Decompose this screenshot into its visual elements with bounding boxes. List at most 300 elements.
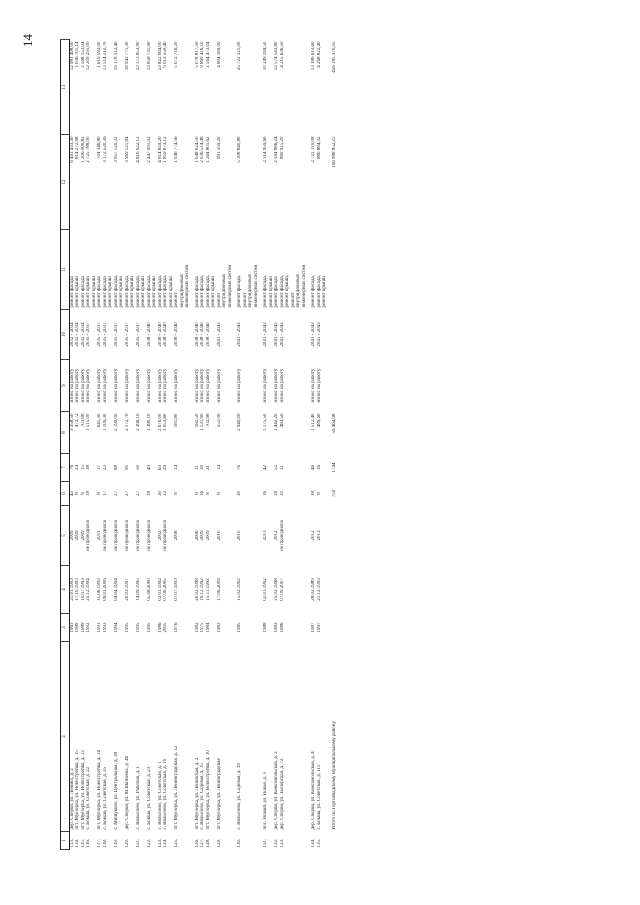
table-cell: 16 <box>200 491 205 496</box>
table-cell: 2008 <box>174 530 179 541</box>
table-cell: пгт. Муезерка, ул. Новостройка, д. 12 <box>80 750 86 830</box>
table-cell: ремонт крыши <box>141 276 146 308</box>
table-cell: 07.06.2005 <box>163 578 168 601</box>
table-cell: 124. <box>163 838 168 848</box>
table-cell: 121. <box>135 838 141 848</box>
table-cell: 25.12.1994 <box>86 578 91 601</box>
table-cell: 11 <box>279 465 285 470</box>
table-cell: 1986 <box>279 622 285 633</box>
table-cell: 1984 <box>205 622 211 633</box>
table-cell <box>332 310 338 360</box>
table-cell <box>332 614 338 642</box>
table-cell: внутридомовых <box>296 273 301 308</box>
table-row <box>332 40 338 850</box>
table-cell: ремонт крыши <box>322 276 327 308</box>
table-cell: 12 209 295,00 <box>86 41 91 71</box>
column-header-9: 9 <box>61 360 70 412</box>
table-cell: 2035 - 2037 <box>124 322 130 347</box>
table-cell: дер. Сперки, ул. Заозерская, д. 72 <box>279 758 285 830</box>
table-cell: 1983 <box>274 622 279 633</box>
column-header-8: 8 <box>61 412 70 454</box>
column-header-1: 1 <box>61 832 70 850</box>
table-cell: 18 <box>311 491 316 496</box>
table-cell: ремонт фасада, <box>205 275 211 308</box>
table-cell: 1985 <box>237 622 242 633</box>
table-cell: износ на работу <box>86 368 91 403</box>
table-cell: 6 493 433,30 <box>69 136 75 163</box>
table-cell: 4 804 169,00 <box>216 41 222 68</box>
table-cell: 1 515,00 <box>86 413 91 431</box>
table-cell: 119. <box>113 838 119 848</box>
table-cell: пгт. Муезерка, ул. Новостройка, д. 15 <box>75 750 80 830</box>
table-cell: износ на работу <box>97 368 102 403</box>
table-cell: 16 <box>316 465 322 470</box>
table-cell: пгт. Муезерка, ул. Новостройка, д. 10 <box>205 750 211 830</box>
table-cell: 2 594 886,24 <box>274 136 279 163</box>
table-cell <box>332 360 338 412</box>
table-cell: 1744 <box>331 462 337 473</box>
table-cell <box>332 506 338 566</box>
column-header-6: 6 <box>61 482 70 506</box>
table-cell: 46 <box>311 465 316 470</box>
table-cell: 12 <box>163 491 168 496</box>
table-cell: 2006 <box>194 530 200 541</box>
table-cell: ремонт фасада, <box>311 275 316 308</box>
table-cell: 2009 <box>69 530 75 541</box>
table-cell: 8 <box>174 492 179 495</box>
table-cell: 2 199,00 <box>113 413 119 431</box>
table-cell: 3 957 120,32 <box>113 136 119 163</box>
table-cell: износ на работу <box>311 368 316 403</box>
table-cell: 21.12.1993 <box>316 578 322 601</box>
table-cell: не проводился <box>113 520 119 551</box>
table-cell: не проводился <box>135 520 141 551</box>
table-cell: 122. <box>146 838 152 848</box>
table-cell: 2 676,00 <box>157 413 163 431</box>
table-cell: внутридомовых <box>248 273 253 308</box>
table-cell: износ на работу <box>316 368 322 403</box>
table-cell: дер. Сперки, ул. Ленина, д. 2 <box>69 768 75 830</box>
table-cell: 23 <box>102 465 108 470</box>
table-cell: 2035 - 2037 <box>113 322 119 347</box>
table-cell: 27 <box>135 491 141 496</box>
table-cell: 3 969 121,84 <box>124 136 130 163</box>
table-cell: 8 <box>205 492 211 495</box>
table-cell: 2011 <box>97 530 102 541</box>
table-cell: износ на работу <box>263 368 268 403</box>
table-cell: 12 574 543,80 <box>274 41 279 71</box>
table-cell: износ на работу <box>157 368 163 403</box>
table-cell: пос. Новый, ул. Новая, д. 3 <box>263 772 268 830</box>
table-cell: 8 <box>97 492 102 495</box>
table-cell: 63 <box>157 465 163 470</box>
table-cell: 8 <box>75 492 80 495</box>
table-cell: 2035 - 2037 <box>135 322 141 347</box>
table-cell: ремонт фасада, <box>237 275 242 308</box>
table-cell: 126. <box>194 838 200 848</box>
table-cell: 2005 <box>163 622 168 633</box>
table-cell: 704 346,80 <box>97 136 102 159</box>
table-cell: 2038 - 2040 <box>174 322 179 347</box>
table-cell: ремонт крыши <box>119 276 124 308</box>
table-cell: 25.02.1998 <box>274 578 279 601</box>
table-cell: ремонт фасада, <box>279 275 285 308</box>
table-cell: ремонт фасада, <box>157 275 163 308</box>
table-cell: 1 036 701,14 <box>75 41 80 68</box>
table-cell: Итого по Гергиевадскому муниципальному району <box>331 721 337 830</box>
table-cell: 3 172 520,36 <box>102 136 108 163</box>
table-cell: 456 185 370,05 <box>331 41 337 73</box>
table-cell: 15.11.1992 <box>205 578 211 601</box>
table-cell: 2 940,00 <box>237 413 242 431</box>
table-cell: 2038 - 2040 <box>200 322 205 347</box>
table-cell: 23 822 064,00 <box>157 41 163 71</box>
table-cell: 2032 - 2034 <box>75 322 80 347</box>
table-cell: 14.09.1995 <box>135 578 141 601</box>
table-cell: 2011 <box>263 530 268 541</box>
table-cell: 05.08.2000 <box>146 578 152 601</box>
table-cell: износ на работу <box>279 368 285 403</box>
table-cell: 1 442,20 <box>274 413 279 431</box>
table-cell: 127. <box>200 838 205 848</box>
table-cell: 14 <box>174 465 179 470</box>
table-cell: 2002 <box>157 530 163 541</box>
table-cell: 76 <box>69 465 75 470</box>
table-cell: ремонт фасада <box>194 276 200 308</box>
table-cell: ремонт фасада, <box>200 275 205 308</box>
housing-repair-table <box>60 39 337 850</box>
table-cell: 39 <box>200 465 205 470</box>
table-cell: 27 <box>113 491 119 496</box>
table-cell: 132. <box>274 838 279 848</box>
table-cell: износ на работу <box>274 368 279 403</box>
table-cell: 4 268 822,40 <box>316 41 322 68</box>
table-cell: 27 <box>124 491 130 496</box>
table-cell: 17 <box>102 491 108 496</box>
table-cell: ремонт крыши <box>268 276 274 308</box>
table-cell: ремонт фасада, <box>113 275 119 308</box>
table-cell: внутридомовых <box>179 273 185 308</box>
table-cell <box>332 832 338 850</box>
table-cell: 2010 <box>216 530 222 541</box>
table-cell: 2035 - 2037 <box>102 322 108 347</box>
table-cell: 2010 <box>237 530 242 541</box>
table-cell: 8 <box>316 492 322 495</box>
column-header-10: 10 <box>61 310 70 360</box>
table-cell: 10.07.1993 <box>80 578 86 601</box>
table-cell: 123. <box>157 838 163 848</box>
table-cell: 2038 - 2040 <box>163 322 168 347</box>
table-cell: 1 619 592,00 <box>97 41 102 68</box>
table-cell: 581,80 <box>174 413 179 428</box>
table-cell: 869 915,20 <box>279 136 285 159</box>
table-cell: дер. Сперки, ул. Комсомольская, д. 2 <box>274 751 279 830</box>
table-cell: 76 <box>237 465 242 470</box>
column-header-3: 3 <box>61 614 70 642</box>
table-cell: 28.02.1989 <box>311 578 316 601</box>
table-cell: 1975 <box>200 622 205 633</box>
table-cell: 582,50 <box>194 413 200 428</box>
table-cell: 8 <box>216 492 222 495</box>
table-cell: 114. <box>75 838 80 848</box>
table-cell: износ на работу <box>205 368 211 403</box>
table-cell: износ на работу <box>102 368 108 403</box>
table-cell: 1989 <box>80 622 86 633</box>
table-cell: ремонт <box>174 292 179 308</box>
table-cell: 1982 <box>194 622 200 633</box>
table-cell: 134. <box>311 838 316 848</box>
table-cell: пгт. Муезерка, ул. Новостройка, д. 14 <box>97 750 102 830</box>
table-cell: износ на работу <box>200 368 205 403</box>
table-cell: ремонт крыши <box>168 276 174 308</box>
table-cell: 14 <box>216 465 222 470</box>
table-cell: 09.01.2006 <box>102 578 108 601</box>
column-header-11: 11 <box>61 230 70 310</box>
table-cell: 1983 <box>216 622 222 633</box>
table-cell: 11 <box>194 465 200 470</box>
table-cell: 2041 - 2043 <box>237 322 242 347</box>
table-cell: 45 <box>69 491 75 496</box>
table-cell: 59 464,08 <box>331 413 337 434</box>
table-cell: не проводился <box>124 520 130 551</box>
table-cell: 2032 - 2034 <box>80 322 86 347</box>
table-cell: 02.01.1992 <box>157 578 163 601</box>
table-cell: 2 366,10 <box>135 413 141 431</box>
table-cell: пгт. Муезерка, ул. Ленинская, д. 2 <box>194 757 200 830</box>
table-cell: 5 078 817,50 <box>194 41 200 68</box>
table-cell: ремонт фасада, <box>316 275 322 308</box>
table-cell: ремонт фасада <box>97 276 102 308</box>
table-cell: 483,50 <box>279 413 285 428</box>
table-cell: 17.10.1993 <box>75 578 80 601</box>
column-header-2: 2 <box>61 642 70 832</box>
table-cell: 129. <box>216 838 222 848</box>
table-cell: 551,00 <box>216 413 222 428</box>
table-cell: 2 721 110,08 <box>311 136 316 163</box>
table-cell: износ на работу <box>194 368 200 403</box>
table-cell: 120. <box>124 838 130 848</box>
table-cell: ремонт крыши <box>91 276 97 308</box>
table-cell: износ на работу <box>80 368 86 403</box>
table-cell: с. Вяльозево, ул. Садовая, д. 19 <box>237 763 242 830</box>
table-cell: износ на работу <box>135 368 141 403</box>
table-cell: с. Бокша, ул. Советская, д. 115 <box>316 764 322 830</box>
table-cell <box>332 230 338 310</box>
table-cell: 12 981 498,00 <box>69 41 75 71</box>
table-cell: 1 053,60 <box>163 413 168 431</box>
table-cell: износ на работу <box>69 368 75 403</box>
table-cell: ремонт фасада, <box>124 275 130 308</box>
table-cell: 42 <box>263 465 268 470</box>
table-cell: инженерных систем <box>253 264 259 308</box>
table-cell: 88 <box>113 465 119 470</box>
table-cell: 2041 - 2043 <box>263 322 268 347</box>
table-cell: 04.04.1994 <box>113 578 119 601</box>
table-cell: 19.12.1992 <box>200 578 205 601</box>
table-cell: износ на работу <box>163 368 168 403</box>
table-cell: износ на работу <box>146 368 152 403</box>
table-cell: ремонт крыши <box>130 276 135 308</box>
table-cell: не проводился <box>279 520 285 551</box>
table-cell: ремонт крыши <box>108 276 113 308</box>
table-cell: ремонт крыши <box>152 276 157 308</box>
table-cell: 118. <box>102 838 108 848</box>
table-cell: 133. <box>279 838 285 848</box>
table-cell: 2 114 959,60 <box>263 136 268 163</box>
table-cell: 21.01.1993 <box>69 578 75 601</box>
table-cell: 2 036 514,48 <box>200 136 205 163</box>
table-cell: 9 013 550,40 <box>163 41 168 68</box>
table-cell: 13 514 212,70 <box>102 41 108 71</box>
table-cell: 4 616 922,12 <box>135 136 141 163</box>
table-cell: 1994 <box>113 622 119 633</box>
table-cell: 8 <box>194 492 200 495</box>
table-cell: 02.01.1992 <box>263 578 268 601</box>
table-cell: 2032 - 2034 <box>69 322 75 347</box>
table-cell: 2038 - 2040 <box>194 322 200 347</box>
table-cell: с. Вяльозево, ул. Советская, д. 10 <box>163 758 168 830</box>
table-cell: 52 <box>274 465 279 470</box>
table-cell: 1 264 801,62 <box>205 136 211 163</box>
table-cell: 2041 - 2043 <box>274 322 279 347</box>
table-cell: 17 <box>97 465 102 470</box>
table-cell: ремонт крыши <box>75 276 80 308</box>
table-cell: ремонт фасада, <box>146 275 152 308</box>
table-cell: 11.06.1993 <box>97 578 102 601</box>
table-cell: 2 725 788,00 <box>86 136 91 163</box>
table-cell: 10 <box>279 491 285 496</box>
table-cell: 2041 - 2043 <box>316 322 322 347</box>
table-cell: 1 048 024,50 <box>194 136 200 163</box>
table-cell: 2012 <box>274 530 279 541</box>
table-cell: 13 858 731,90 <box>146 41 152 71</box>
table-cell: 1989 <box>75 622 80 633</box>
table-cell: 1988 <box>263 622 268 633</box>
table-cell: инженерных систем <box>227 264 233 308</box>
table-cell: 10 249 184,50 <box>263 41 268 71</box>
table-cell: ремонт фасада, <box>263 275 268 308</box>
table-cell: 1963 <box>69 622 75 633</box>
table-cell: не проводился <box>163 520 168 551</box>
table-cell: 131. <box>263 838 268 848</box>
table-cell: 9 869 416,10 <box>200 41 205 68</box>
table-body <box>69 40 337 850</box>
table-cell: 5 308 840,80 <box>237 136 242 163</box>
table-cell: 15 <box>80 465 86 470</box>
table-cell: ремонт крыши, <box>285 274 290 308</box>
table-cell: 20.03.1997 <box>124 578 130 601</box>
table-cell: 2038 - 2040 <box>157 322 163 347</box>
table-cell: 2041 - 2043 <box>279 322 285 347</box>
column-header-13: 13 <box>61 40 70 135</box>
table-cell: 991 359,20 <box>216 136 222 159</box>
table-cell: 641,30 <box>97 413 102 428</box>
table-cell: 1976 <box>174 622 179 633</box>
table-cell: 1 206 000,82 <box>80 136 86 163</box>
table-cell: 07.09.2007 <box>279 578 285 601</box>
table-cell: с. Бокша, ул. Советская, д. 25 <box>102 766 108 830</box>
table-cell: 30 <box>157 491 163 496</box>
table-cell: 3 358,50 <box>69 413 75 431</box>
column-header-4: 4 <box>61 566 70 614</box>
table-cell: 19 178 312,40 <box>113 41 119 71</box>
table-cell: с. Бокша, ул. Советская, д. 23 <box>146 766 152 830</box>
table-cell: ремонт фасада <box>80 276 86 308</box>
table-cell: ремонт <box>290 292 296 308</box>
table-cell: 2009 <box>75 530 80 541</box>
table-cell: 2038 - 2040 <box>205 322 211 347</box>
table-cell: 113. <box>69 838 75 848</box>
table-cell: 1 859 673,12 <box>163 136 168 163</box>
table-cell: 07.07.1993 <box>174 578 179 601</box>
table-cell: 759 <box>331 489 337 498</box>
table-cell: 1992 <box>86 622 91 633</box>
table-cell: 1 380,10 <box>146 413 152 431</box>
table-cell: ремонт фасада <box>69 276 75 308</box>
table-cell: 18 <box>274 491 279 496</box>
table-cell: 4 814 659,20 <box>157 136 163 163</box>
table-cell <box>332 566 338 614</box>
table-cell: 2041 - 2043 <box>216 322 222 347</box>
table-cell: 489,60 <box>316 413 322 428</box>
table-cell: 130. <box>237 838 242 848</box>
table-cell: с. Вяльозево, ул. Рабочая, д. 1 <box>135 766 141 830</box>
table-cell: 2041 - 2043 <box>311 322 316 347</box>
table-cell: 18 <box>146 491 152 496</box>
table-cell: ремонт фасада <box>102 276 108 308</box>
table-cell: 1 175,50 <box>263 413 268 431</box>
table-cell: 1 512,40 <box>311 413 316 431</box>
table-cell: износ на работу <box>237 368 242 403</box>
table-cell: 18 <box>86 491 91 496</box>
table-cell: 115. <box>80 838 86 848</box>
table-cell: с. Мишуково, ул. Центральная, д. 38 <box>113 752 119 830</box>
table-cell: ремонт <box>216 292 222 308</box>
table-cell: 1997 <box>316 622 322 633</box>
table-cell: инженерных систем <box>185 264 190 308</box>
table-cell: 1991 <box>97 622 102 633</box>
table-cell: 2 564 473,04 <box>205 41 211 68</box>
table-cell: 20.02.1998 <box>194 578 200 601</box>
table-cell: 1987 <box>311 622 316 633</box>
table-cell: с. Вяльозево, ул. Садовая, д. 15 <box>200 763 205 830</box>
table-cell: износ на работу <box>124 368 130 403</box>
column-header-7: 7 <box>61 454 70 482</box>
table-cell: 5 072 716,20 <box>174 41 179 68</box>
table-cell: 1995 <box>146 622 152 633</box>
table-cell: 2 568 153,04 <box>80 41 86 68</box>
table-cell: 29 <box>163 465 168 470</box>
table-cell: 90 <box>124 465 130 470</box>
table-cell: 8 <box>80 492 86 495</box>
table-cell: 472,72 <box>75 413 80 428</box>
table-cell: пгт. Муезерка, ул. Ленинградская, д. 12 <box>174 745 179 830</box>
table-cell: 1995 <box>135 622 141 633</box>
table-cell: 2009 <box>200 530 205 541</box>
table-cell: 128. <box>205 838 211 848</box>
table-cell: 16 <box>263 491 268 496</box>
table-cell: износ на работу <box>174 368 179 403</box>
table-cell: ремонт фасада <box>274 276 279 308</box>
table-cell: 116. <box>86 838 91 848</box>
table-cell: 2012 <box>311 530 316 541</box>
table-cell: 2035 - 2037 <box>86 322 91 347</box>
table-cell: 24 <box>75 465 80 470</box>
table-cell: 23 373 853,90 <box>135 41 141 71</box>
table-cell: 2009 <box>80 530 86 541</box>
column-number-header <box>61 40 70 850</box>
table-cell: износ на работу <box>113 368 119 403</box>
